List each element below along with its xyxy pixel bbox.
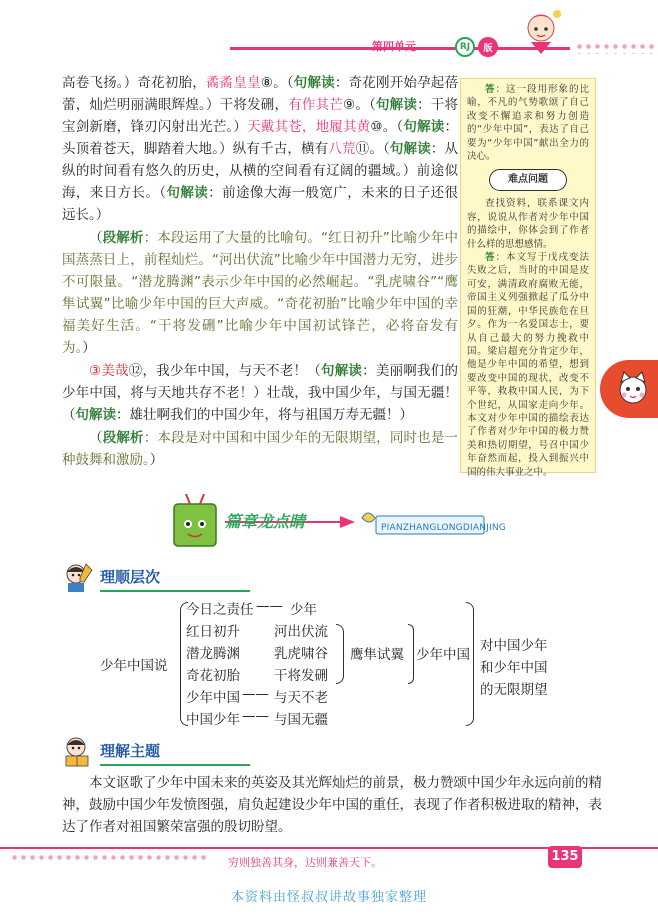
text-run: ：美丽啊我们的少年中国，将与天地共存不老！）壮哉，我中国少年，与国无疆！（ [62,363,459,423]
edition-badge-rj: RJ [455,37,475,57]
section-title: 理解主题 [100,742,161,760]
banner-title: 篇章龙点睛 [225,512,306,531]
mid-brace-2 [408,624,414,684]
diagram-mid-2: 少年中国 [416,647,470,663]
footer-quote: 穷则独善其身，达则兼善天下。 [228,856,382,869]
unit-label: 第四单元 [372,40,416,53]
diagram-item-left: 红日初升 [186,624,240,640]
section-underline [100,764,250,766]
answer-text: ：这一段用形象的比喻，不凡的气势歌颂了自己改变不懈追求和努力创造的“少年中国”，表达了自己要为“少年中国”献出全力的决心。 [467,84,589,163]
footer-dots [10,853,210,863]
keyword: ③美哉 [89,363,129,379]
diagram-item-left: 少年中国 [186,690,240,706]
diagram-item-right: 与国无疆 [274,712,328,728]
answer-label: 答 [485,252,496,264]
keyword: 有作其芒 [288,97,344,113]
section-underline [100,590,250,592]
answer-1 [467,83,589,163]
pencil-boy-icon [62,560,96,594]
text-run: 高卷飞扬。）奇花初胎， [62,75,206,91]
keyword: 矞矞皇皇 [205,75,261,91]
theme-paragraph: 本文讴歌了少年中国未来的英姿及其光辉灿烂的前景，极力赞颂中国少年永远向前的精神，鼓励中国少年发愤图强，肩负起建设少年中国的重任，表现了作者积极进取的精神，表达了作者对祖国繁荣富强的殷切盼望。 [62,775,602,835]
diagram-root: 少年中国说 [100,658,168,674]
diagram-item-right: 与天不老 [274,690,328,706]
section-theme-head [62,740,302,772]
paragraph-analysis-label: 段解析 [102,230,144,246]
diagram-conclusion: 和少年中国 [480,660,548,676]
sentence-note-label: 句解读 [403,119,445,135]
paragraph-analysis-text: ：本段运用了大量的比喻句。“红日初升”比喻少年中国蒸蒸日上，前程灿烂。“河出伏流”比喻少年中国潜力无穷，进步不可限量。“潜龙腾渊”表示少年中国的必然崛起。“乳虎啸谷”“鹰隼试翼”比喻少年中国的巨大声威。“奇花初胎”比喻少年中国的幸福美好生活。“干将发硎”比喻少年中国初试锋芒，必将奋发有为。 [62,230,459,356]
diagram-mid: 鹰隼试翼 [350,647,404,663]
girl-mascot-icon [515,4,567,56]
paragraph-2-continuation [62,72,458,226]
text-run: ：奇花刚开始孕起蓓蕾，灿烂明丽满眼辉煌。）干将发硎， [62,75,458,113]
main-text-column [62,72,458,471]
reading-boy-icon [62,734,96,768]
diagram-item-left: 潜龙腾渊 [186,646,240,662]
paragraph-3 [62,360,458,426]
text-run: ⑫，我少年中国，与天不老！（ [128,363,321,379]
paragraph-analysis-label: 段解析 [102,430,144,446]
text-run: ⑩。（ [370,119,404,135]
sentence-note-label: 句解读 [375,97,418,113]
diagram-item-right: 乳虎啸谷 [274,646,328,662]
paragraph-analysis-1: （段解析：本段运用了大量的比喻句。“红日初升”比喻少年中国蒸蒸日上，前程灿烂。“河出伏流”比喻少年中国潜力无穷，进步不可限量。“潜龙腾渊”表示少年中国的必然崛起。“乳虎啸谷”“鹰隼试翼”比喻少年中国的巨大声威。“奇花初胎”比喻少年中国的幸福美好生活。“干将发硎”比喻少年中国初试锋芒，必将奋发有为。） [62,230,459,356]
page-number: 135 [548,846,582,868]
cat-face-icon [613,368,653,408]
sentence-note-label: 句解读 [320,363,363,379]
section-title: 理顺层次 [100,568,161,586]
section-structure-head [62,566,302,598]
diagram-item-right: 河出伏流 [274,624,328,640]
sentence-note-label: 句解读 [166,185,209,201]
page-header [0,0,658,70]
diagram-item-right: 干将发硎 [274,668,328,684]
answer-text: ：本文写于戊戌变法失败之后，当时的中国是皮可安，满清政府腐败无能，帝国主义列强掀起了瓜分中国的狂潮，中华民族危在旦夕。作为一名爱国志士，要从自己最大的努力挽救中国。梁启超充分肯定少年，他是少年中国的希望，想到要改变中国的现状，改变不平等，救救中国人民，为下个世纪，从国家走向少年。本文对少年中国的描绘表达了作者对少年中国的极力赞美和热切期望，号召中国少年奋然而起，投入到振兴中国的伟大事业之中。 [467,252,589,478]
text-run: ⑨。（ [343,97,376,113]
text-run: ：前途像大海一般宽广，未来的日子还很远长。） [62,185,459,223]
structure-diagram [100,598,560,733]
header-dots [575,42,655,54]
sentence-note-label: 句解读 [389,141,431,157]
credit-line: 本资料由怪叔叔讲故事独家整理 [230,890,427,905]
keyword: 八荒 [328,141,356,157]
mid-brace [336,624,344,684]
text-run: ⑪。（ [355,141,390,157]
text-run: ：头顶着苍天，脚踏着大地。）纵有千古，横有 [62,119,458,157]
difficulty-question-badge: 难点问题 [489,169,567,191]
diagram-item-left: 今日之责任 [186,602,254,618]
text-run: ⑧。（ [260,75,294,91]
answer-2 [467,251,589,479]
diagram-conclusion: 对中国少年 [480,638,548,654]
diagram-item-left: 奇花初胎 [186,668,240,684]
banner-pinyin: PIANZHANGLONGDIANJING [381,523,506,533]
paragraph-analysis-2: （段解析：本段是对中国和中国少年的无限期望，同时也是一种鼓舞和激励。） [62,430,459,468]
diagram-item-right: 少年 [290,602,317,618]
difficulty-question: 查找资料，联系课文内容，说说从作者对少年中国的描绘中，你体会到了作者什么样的思想感情。 [467,198,589,250]
text-run: ：从纵的时间看有悠久的历史，从横的空间看有辽阔的疆域。）前途似海，来日方长。（ [62,141,459,201]
answer-label: 答 [485,84,496,95]
paragraph-analysis-text: ：本段是对中国和中国少年的无限期望，同时也是一种鼓舞和激励。 [62,430,459,468]
sentence-note-label: 句解读 [293,75,335,91]
diagram-dash: —— [242,708,269,724]
diagram-conclusion: 的无限期望 [480,682,548,698]
text-run: ：雄壮啊我们的中国少年，将与祖国万寿无疆！） [116,407,413,423]
keyword: 天戴其苍，地履其黄 [247,119,371,135]
edition-badge: 版 [478,37,498,57]
right-brace [466,602,474,726]
sidebar-notes [460,78,596,478]
sentence-note-label: 句解读 [75,407,116,423]
text-run: ：干将宝剑新磨，锋刃闪射出光芒。） [62,97,458,135]
diagram-item-left: 中国少年 [186,712,240,728]
diagram-dash: —— [256,598,283,614]
diagram-dash: —— [242,686,269,702]
